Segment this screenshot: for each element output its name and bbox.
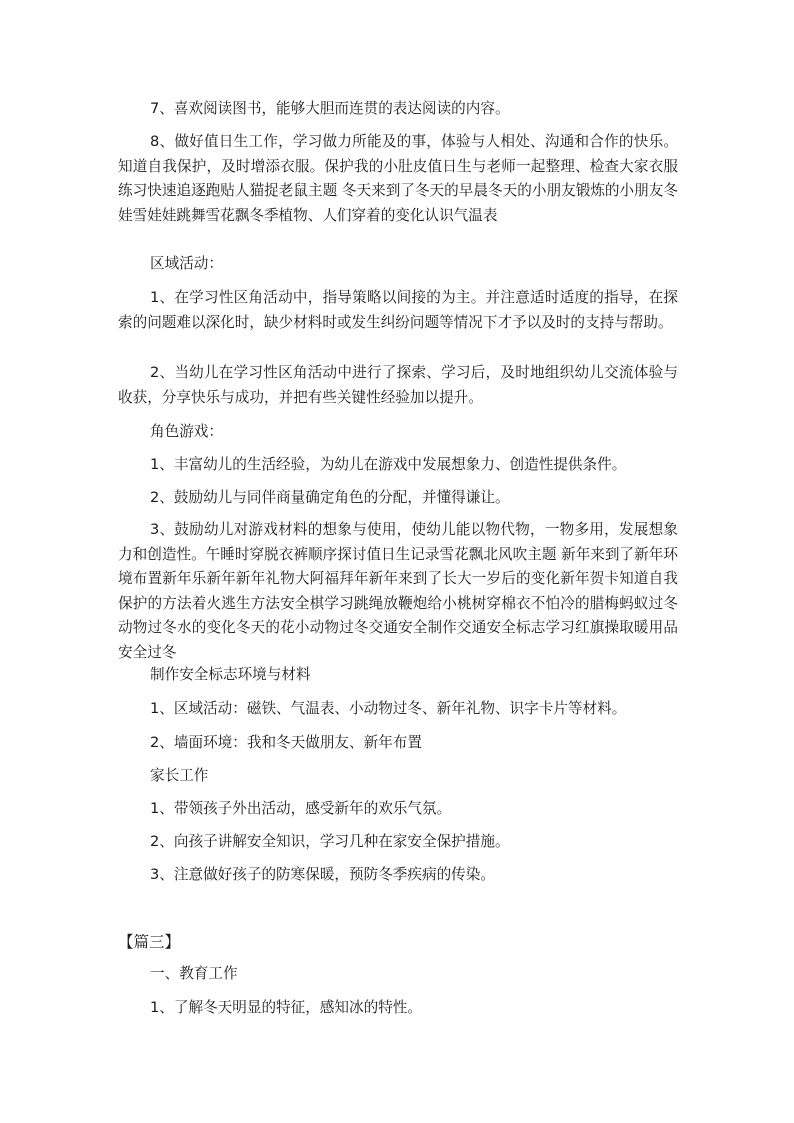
heading-region-activity: 区域活动：: [150, 255, 223, 272]
paragraph-parent-1: 1、带领孩子外出活动，感受新年的欢乐气氛。: [150, 800, 452, 817]
paragraph-parent-3: 3、注意做好孩子的防寒保暖，预防冬季疾病的传染。: [150, 866, 495, 883]
paragraph-role-1: 1、丰富幼儿的生活经验，为幼儿在游戏中发展想象力、创造性提供条件。: [150, 456, 627, 473]
heading-role-play: 角色游戏：: [150, 423, 223, 440]
paragraph-role-2: 2、鼓励幼儿与同伴商量确定角色的分配，并懂得谦让。: [150, 489, 510, 506]
paragraph-parent-2: 2、向孩子讲解安全知识，学习几种在家安全保护措施。: [150, 833, 510, 850]
paragraph-environment-2: 2、墙面环境：我和冬天做朋友、新年布置: [150, 734, 422, 751]
paragraph-item-7: 7、喜欢阅读图书，能够大胆而连贯的表达阅读的内容。: [150, 100, 510, 117]
section-heading-part-three: 【篇三】: [118, 933, 181, 951]
heading-safety-environment: 制作安全标志环境与材料: [150, 666, 311, 683]
paragraph-item-8: 8、做好值日生工作，学习做力所能及的事，体验与人相处、沟通和合作的快乐。知道自我保护，及时增添衣服。保护我的小肚皮值日生与老师一起整理、检查大家衣服练习快速追逐跑贴人猫捉老鼠主题 冬天来到了冬天的早晨冬天的小朋友锻炼的小朋友冬娃雪娃娃跳舞雪花飘冬季植物、人们穿着的变化认识气温表: [118, 133, 678, 224]
paragraph-region-2: 2、当幼儿在学习性区角活动中进行了探索、学习后，及时地组织幼儿交流体验与收获，分享快乐与成功，并把有些关键性经验加以提升。: [118, 364, 678, 406]
heading-education-work: 一、教育工作: [150, 965, 238, 982]
heading-parent-work: 家长工作: [150, 767, 209, 784]
paragraph-role-3: 3、鼓励幼儿对游戏材料的想象与使用，使幼儿能以物代物，一物多用，发展想象力和创造性。午睡时穿脱衣裤顺序探讨值日生记录雪花飘北风吹主题 新年来到了新年环境布置新年乐新年新年礼物大阿福拜年新年来到了长大一岁后的变化新年贺卡知道自我保护的方法着火逃生方法安全棋学习跳绳放鞭炮给小桃树穿棉衣不怕冷的腊梅蚂蚁过冬动物过冬水的变化冬天的花小动物过冬交通安全制作交通安全标志学习红旗操取暖用品安全过冬: [118, 521, 678, 661]
paragraph-education-1: 1、了解冬天明显的特征，感知冰的特性。: [150, 999, 422, 1016]
paragraph-region-1: 1、在学习性区角活动中，指导策略以间接的为主。并注意适时适度的指导，在探索的问题难以深化时，缺少材料时或发生纠纷问题等情况下才予以及时的支持与帮助。: [118, 289, 678, 331]
paragraph-environment-1: 1、区域活动：磁铁、气温表、小动物过冬、新年礼物、识字卡片等材料。: [150, 700, 627, 717]
